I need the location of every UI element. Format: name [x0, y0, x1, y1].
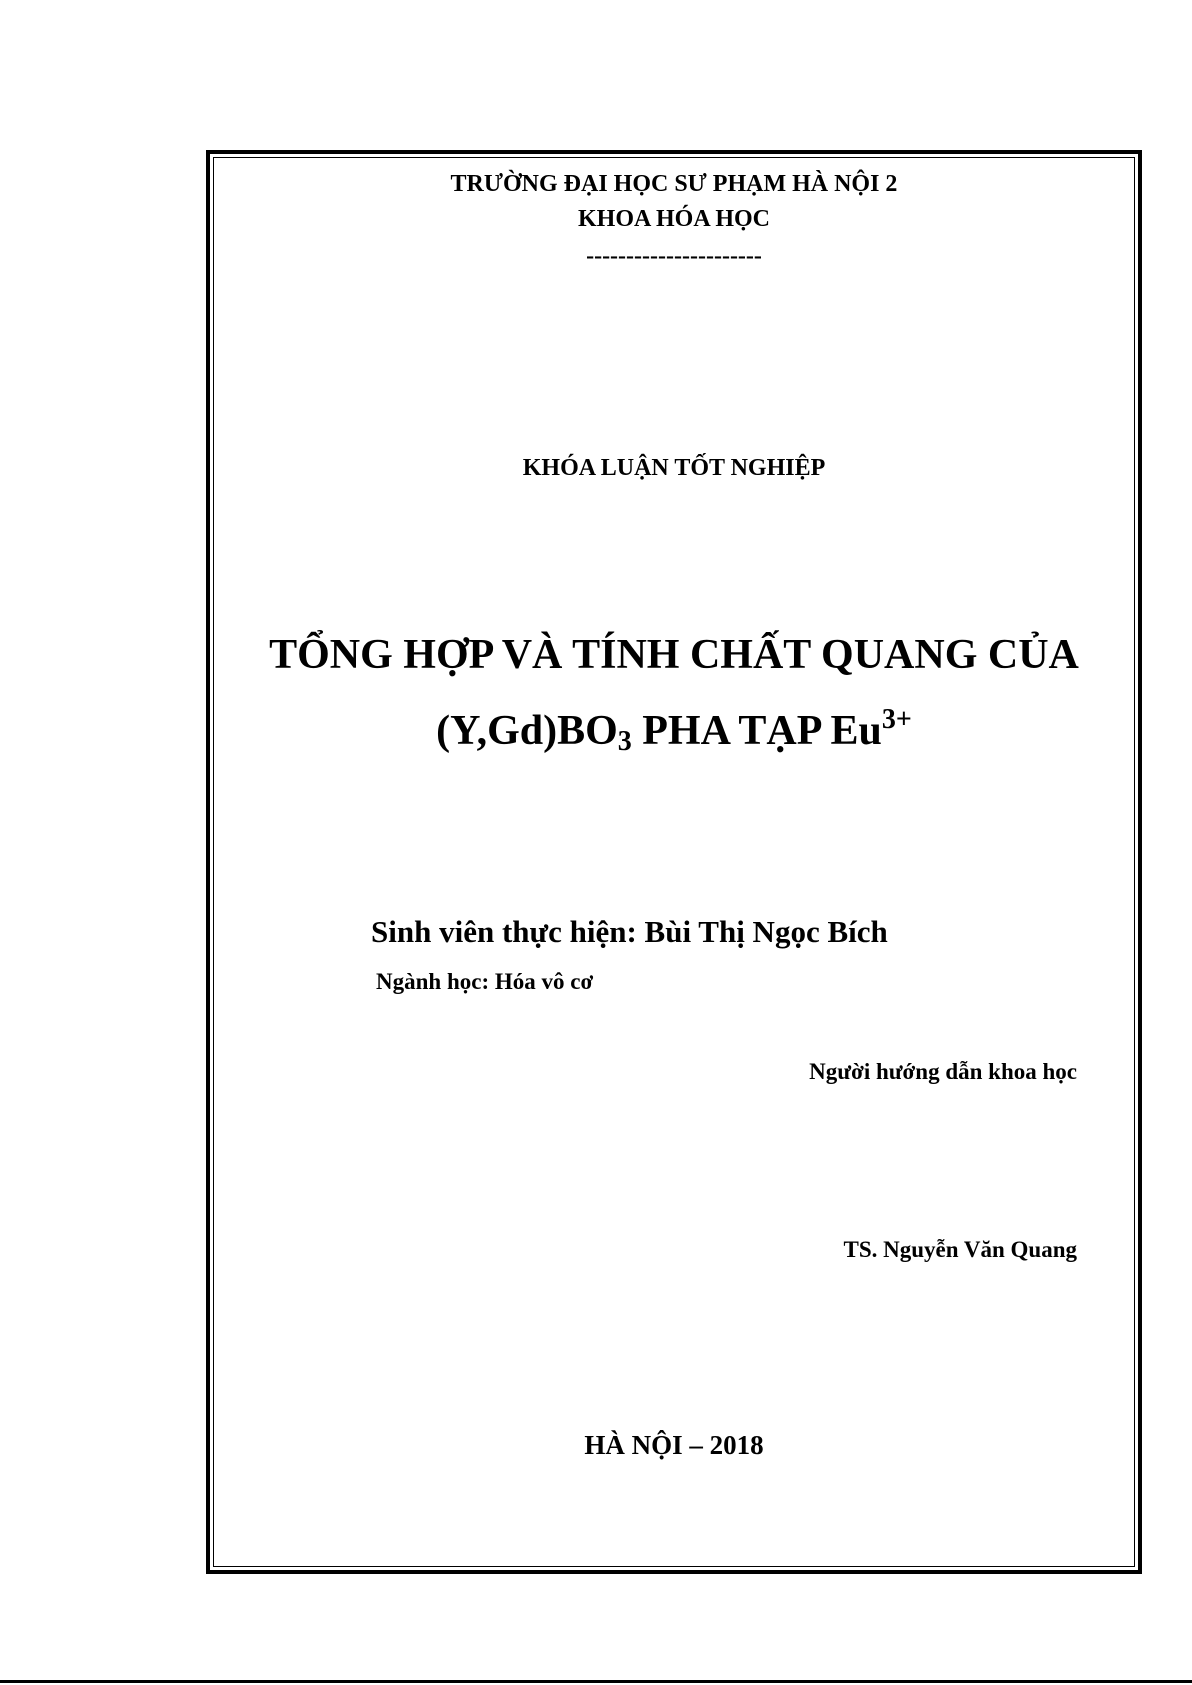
title-line-2-superscript: 3+: [881, 704, 912, 735]
place-and-year: HÀ NỘI – 2018: [584, 1430, 764, 1460]
bottom-edge-rule: [0, 1680, 1192, 1683]
faculty-name: KHOA HÓA HỌC: [577, 206, 771, 232]
title-line-2-middle: PHA TẠP Eu: [631, 708, 882, 754]
title-line-2-subscript: 3: [617, 726, 632, 757]
inner-border-frame: [213, 157, 1135, 1567]
title-line-1-text: TỔNG HỢP VÀ TÍNH CHẤT QUANG CỦA: [269, 632, 1079, 678]
advisor-name: TS. Nguyễn Văn Quang: [843, 1237, 1077, 1262]
major-field: Ngành học: Hóa vô cơ: [376, 969, 594, 994]
advisor-label: Người hướng dẫn khoa học: [809, 1059, 1077, 1084]
header-separator: ----------------------: [586, 243, 762, 269]
university-name: TRƯỜNG ĐẠI HỌC SƯ PHẠM HÀ NỘI 2: [450, 171, 898, 197]
thesis-title-line-2: [213, 704, 1135, 757]
thesis-type: KHÓA LUẬN TỐT NGHIỆP: [522, 455, 826, 481]
title-line-2-prefix: (Y,Gd)BO: [436, 708, 618, 754]
thesis-title-line-1: [213, 634, 1135, 676]
student-name: Sinh viên thực hiện: Bùi Thị Ngọc Bích: [371, 914, 888, 949]
